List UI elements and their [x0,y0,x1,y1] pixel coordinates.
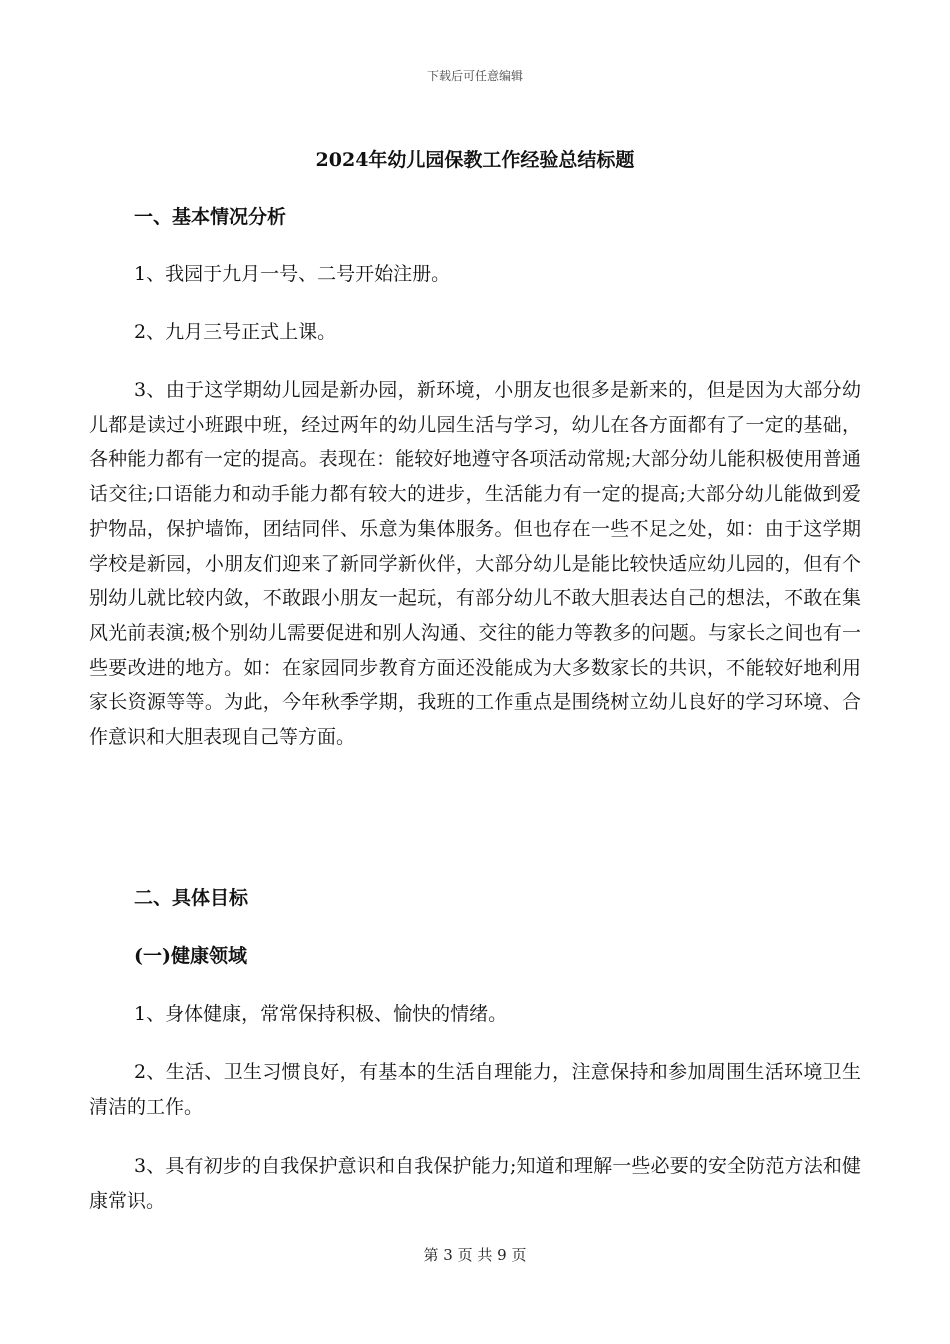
goal-item-2: 2、生活、卫生习惯良好，有基本的生活自理能力，注意保持和参加周围生活环境卫生清洁的工作。 [89,1061,861,1118]
document-title: 2024年幼儿园保教工作经验总结标题 [315,149,635,171]
section-heading-specific-goals: 二、具体目标 [134,887,249,909]
page-number: 第 3 页 共 9 页 [423,1246,527,1264]
paragraph-item-2: 2、九月三号正式上课。 [134,321,337,343]
subsection-heading-health: (一)健康领域 [134,945,247,967]
section-heading-basic-analysis: 一、基本情况分析 [134,206,287,228]
paragraph-item-3: 3、由于这学期幼儿园是新办园，新环境，小朋友也很多是新来的，但是因为大部分幼儿都是读过小班跟中班，经过两年的幼儿园生活与学习，幼儿在各方面都有了一定的基础，各种能力都有一定的提高。表现在：能较好地遵守各项活动常规;大部分幼儿能积极使用普通话交往;口语能力和动手能力都有较大的进步，生活能力有一定的提高;大部分幼儿能做到爱护物品，保护墙饰，团结同伴、乐意为集体服务。但也存在一些不足之处，如：由于这学期学校是新园，小朋友们迎来了新同学新伙伴，大部分幼儿是能比较快适应幼儿园的，但有个别幼儿就比较内敛，不敢跟小朋友一起玩，有部分幼儿不敢大胆表达自己的想法，不敢在集风光前表演;极个别幼儿需要促进和别人沟通、交往的能力等教多的问题。与家长之间也有一些要改进的地方。如：在家园同步教育方面还没能成为大多数家长的共识，不能较好地利用家长资源等等。为此，今年秋季学期，我班的工作重点是围绕树立幼儿良好的学习环境、合作意识和大胆表现自己等方面。 [89,379,861,749]
header-note: 下载后可任意编辑 [426,69,523,83]
goal-item-1: 1、身体健康，常常保持积极、愉快的情绪。 [134,1003,508,1025]
paragraph-item-1: 1、我园于九月一号、二号开始注册。 [134,263,451,285]
goal-item-3: 3、具有初步的自我保护意识和自我保护能力;知道和理解一些必要的安全防范方法和健康常识。 [89,1155,861,1212]
